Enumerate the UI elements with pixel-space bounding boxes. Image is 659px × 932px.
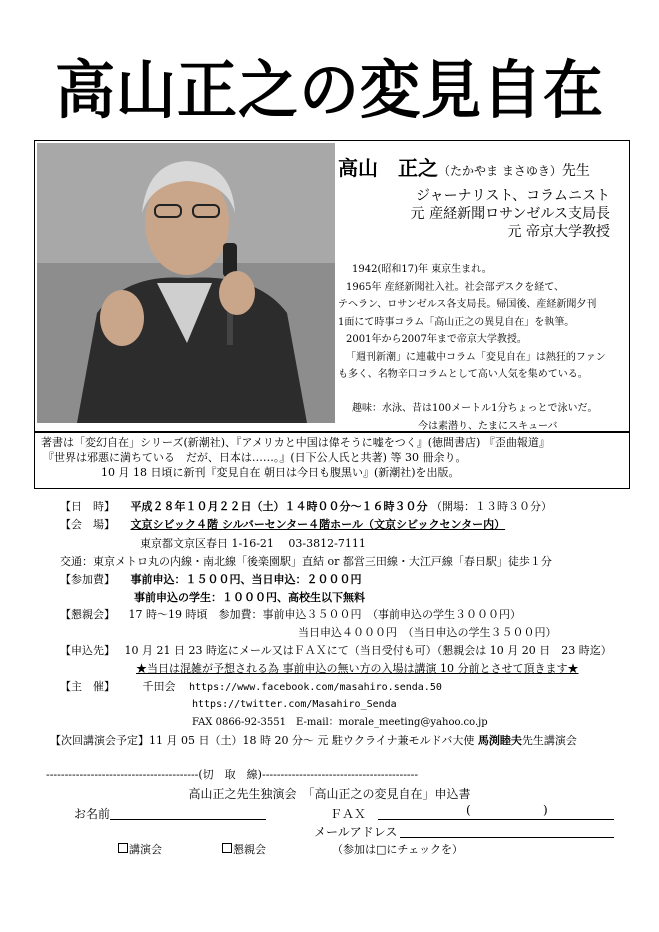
form-heading: 高山正之先生独演会 「高山正之の変見自在」申込書 — [188, 787, 471, 801]
bio-line: テヘラン、ロサンゼルス各支局長。帰国後、産経新聞夕刊 — [338, 299, 597, 310]
date-open: （開場：１３時３０分） — [431, 500, 552, 513]
fax-label: ＦＡＸ — [330, 807, 367, 821]
name-field[interactable] — [110, 803, 266, 820]
venue-value: 文京シビック４階 シルバーセンター４階ホール（文京シビックセンター内） — [130, 518, 506, 531]
party-checkbox[interactable] — [222, 843, 232, 853]
party-row — [60, 607, 521, 623]
fax-paren-close: ) — [543, 803, 548, 817]
host-name: 千田会 — [142, 680, 176, 693]
check-note: （参加は□にチェックを） — [332, 843, 464, 856]
speaker-honorific: 先生 — [561, 163, 590, 179]
bio-line: 1面にて時事コラム「高山正之の異見自在」を執筆。 — [338, 316, 575, 328]
host-row — [60, 679, 442, 696]
email-field[interactable] — [400, 821, 614, 838]
apply-row — [60, 643, 612, 659]
notice: ★当日は混雑が予想される為 事前申込の無い方の入場は講演 10 分前とさせて頂きます★ — [136, 662, 579, 675]
fee-label: 【参加費】 — [60, 573, 115, 586]
speaker-role: 元 帝京大学教授 — [507, 224, 610, 240]
fee-value-student: 事前申込の学生：１０００円、高校生以下無料 — [134, 591, 365, 604]
speaker-role: 元 産経新聞ロサンゼルス支局長 — [410, 206, 610, 222]
bio-line: も多く、名物辛口コラムとして高い人気を集めている。 — [338, 369, 588, 380]
page-title: 高山正之の変見自在 — [55, 54, 604, 128]
host-contact: FAX 0866-92-3551 E-mail：morale_meeting@yahoo.co.jp — [192, 717, 488, 728]
speaker-role: ジャーナリスト、コラムニスト — [415, 188, 610, 204]
host-facebook-link[interactable]: https://www.facebook.com/masahiro.senda.50 — [189, 682, 442, 693]
next-speaker: 馬渕睦夫 — [477, 734, 522, 747]
party-value: 17 時～19 時頃 参加費：事前申込３５００円 （事前申込の学生３０００円） — [128, 608, 521, 621]
host-twitter-link[interactable]: https://twitter.com/Masahiro_Senda — [192, 699, 397, 710]
bio-line: 1965年 産経新聞社入社。社会部デスクを経て、 — [346, 281, 565, 293]
bio-line: 「週刊新潮」に連載中コラム「変見自在」は熱狂的ファン — [346, 351, 606, 363]
party-value-sameday: 当日申込４０００円 （当日申込の学生３５００円） — [298, 626, 557, 639]
apply-value: 10 月 21 日 23 時迄にメール又はＦＡＸにて（当日受付も可）（懇親会は 10 月 20 日 23 時迄） — [124, 644, 612, 657]
host-label: 【主 催】 — [60, 680, 115, 693]
name-label: お名前 — [74, 807, 111, 821]
cut-line: -----------------------------------------(切 取 線)------------------------------------------ — [46, 768, 419, 781]
hobby-line: 趣味：水泳、昔は100メートル1分ちょっとで泳いだ。 — [352, 402, 598, 414]
speaker-name: 高山 正之（たかやま まさゆき）先生 — [338, 156, 590, 180]
party-label: 【懇親会】 — [60, 608, 115, 621]
date-label: 【日 時】 — [60, 500, 115, 513]
venue-row — [60, 517, 505, 533]
speaker-kana: （たかやま まさゆき） — [438, 164, 562, 178]
fax-field[interactable] — [378, 803, 614, 820]
venue-access: 交通：東京メトロ丸の内線・南北線「後楽園駅」直結 or 都営三田線・大江戸線「春日駅」徒歩１分 — [60, 555, 552, 568]
books-line: 著書は「変幻自在」シリーズ(新潮社)、『アメリカと中国は偉そうに嘘をつく』(徳間書店) 『歪曲報道』 — [41, 436, 550, 449]
venue-address: 東京都文京区春日 1-16-21 03-3812-7111 — [140, 537, 366, 550]
speaker-photo — [37, 143, 335, 423]
bio-line: 1942(昭和17)年 東京生まれ。 — [352, 264, 492, 275]
books-line: 10 月 18 日頃に新刊『変見自在 朝日は今日も腹黒い』(新潮社)を出版。 — [101, 466, 460, 479]
next-event: 【次回講演会予定】11 月 05 日（土）18 時 20 分～ 元 駐ウクライナ兼モルドバ大使 馬渕睦夫先生講演会 — [50, 734, 577, 747]
hobby-line: 今は素潜り、たまにスキューバ — [418, 420, 558, 432]
bio-line: 2001年から2007年まで帝京大学教授。 — [346, 334, 527, 345]
option-party[interactable]: 懇親会 — [222, 841, 266, 857]
fee-value: 事前申込：１５００円、当日申込：２０００円 — [130, 573, 362, 586]
apply-label: 【申込先】 — [60, 644, 115, 657]
books-box — [34, 432, 630, 489]
venue-label: 【会 場】 — [60, 518, 115, 531]
date-row — [60, 499, 552, 515]
lecture-checkbox[interactable] — [118, 843, 128, 853]
fee-row — [60, 572, 362, 588]
option-lecture[interactable]: 講演会 — [118, 841, 162, 857]
email-label: メールアドレス — [314, 825, 398, 839]
speaker-info — [338, 152, 628, 436]
date-value: 平成２８年１０月２２日（土）１４時００分～１６時３０分 — [130, 500, 428, 513]
books-line: 『世界は邪悪に満ちている だが、日本は……。』(日下公人氏と共著) 等 30 冊余り。 — [43, 451, 467, 464]
fax-paren-open: ( — [466, 803, 471, 817]
